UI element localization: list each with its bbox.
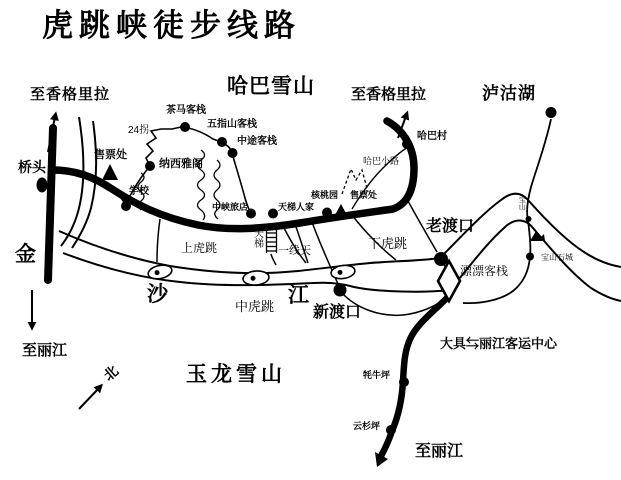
spruce-meadow-dot [386, 425, 396, 435]
yak-meadow-dot [399, 377, 409, 387]
label-river-jin: 金 [15, 243, 36, 266]
label-ticket-office-left: 售票处 [94, 149, 127, 161]
label-24-bends: 24拐 [128, 125, 150, 136]
trail-ladder-foot [271, 254, 276, 265]
new-ferry-dot [334, 284, 347, 297]
label-sky-ladder: 天梯 [251, 228, 263, 248]
map-title: 虎跳峡徒步线路 [42, 8, 301, 44]
label-haba-village: 哈巴村 [417, 131, 447, 142]
baoshan-city-dot [526, 253, 534, 261]
ticket-office-left-triangle [102, 164, 118, 180]
school-dot [121, 201, 131, 211]
label-zhongxia-inn: 中峡旅店 [212, 202, 249, 212]
label-naxi-guesthouse: 纳西雅阁 [159, 158, 203, 170]
label-river-sha: 沙 [147, 283, 168, 306]
label-wuzhishan-inn: 五指山客栈 [207, 119, 257, 130]
walnut-garden-dot [322, 208, 332, 218]
piaopiao-inn-diamond-icon [438, 261, 460, 301]
label-midway-inn: 中途客栈 [237, 136, 277, 147]
midway-inn-dot [228, 148, 238, 158]
label-to-shangrila-right: 至香格里拉 [351, 86, 427, 103]
tianti-family-dot [268, 209, 278, 219]
label-to-lijiang-bottom-left: 至丽江 [22, 342, 68, 359]
label-haba-snow-mountain: 哈巴雪山 [227, 75, 315, 98]
sky-ladder-icon [267, 229, 277, 253]
label-school: 学校 [129, 186, 149, 197]
label-to-lijiang-bottom-right: 至丽江 [415, 443, 464, 460]
naxi-guesthouse-dot [145, 161, 155, 171]
chama-inn-dot [180, 122, 190, 132]
label-middle-tiger-leap: 中虎跳 [235, 299, 275, 314]
label-baoshan-stone-city: 宝山石城 [541, 253, 573, 262]
label-daju-lijiang-bus-center: 大具⇆丽江客运中心 [440, 336, 558, 351]
ticket-office-right-triangle [334, 204, 348, 217]
label-to-shangrila-left: 至香格里拉 [30, 86, 111, 103]
trail-upper-tiger [157, 219, 160, 262]
label-walnut-garden: 核桃园 [311, 190, 339, 200]
north-arrow [79, 388, 99, 409]
label-lower-tiger-leap: 下虎跳 [368, 236, 408, 251]
lugu-lake-dot [546, 107, 557, 118]
label-yak-meadow: 牦牛坪 [363, 370, 391, 380]
label-haba-trail: 哈巴小路 [363, 156, 400, 166]
label-upper-tiger-leap: 上虎跳 [181, 241, 218, 255]
label-chama-inn: 茶马客栈 [166, 105, 206, 116]
label-tianti-family: 天梯人家 [278, 202, 315, 212]
pass-dot [526, 216, 532, 222]
compass-north-label: 北 [100, 362, 122, 384]
river-north-arc-1 [61, 117, 83, 246]
old-ferry-dot [434, 252, 448, 266]
label-old-ferry: 老渡口 [426, 218, 475, 235]
haba-village-dot [402, 139, 412, 149]
label-lugu-lake: 泸沽湖 [482, 84, 536, 103]
label-qiaotou: 桥头 [18, 159, 46, 175]
label-spruce-meadow: 云杉坪 [353, 421, 381, 431]
label-jade-dragon-snow-mountain: 玉龙雪山 [186, 363, 286, 386]
label-ticket-office-right: 售票处 [350, 190, 378, 200]
qiaotou-dot [37, 178, 48, 193]
label-piaopiao-inn: 漂漂客栈 [460, 264, 509, 278]
wuzhishan-inn-dot [217, 137, 227, 147]
river-north-arc-2 [72, 121, 96, 248]
label-baoshan-path: 宝山 [518, 196, 526, 210]
tiger-stone-upper-icon [147, 263, 173, 281]
label-river-jiang: 江 [288, 284, 309, 307]
label-yixiantian: 一线天 [278, 245, 311, 257]
label-new-ferry: 新渡口 [313, 304, 362, 321]
